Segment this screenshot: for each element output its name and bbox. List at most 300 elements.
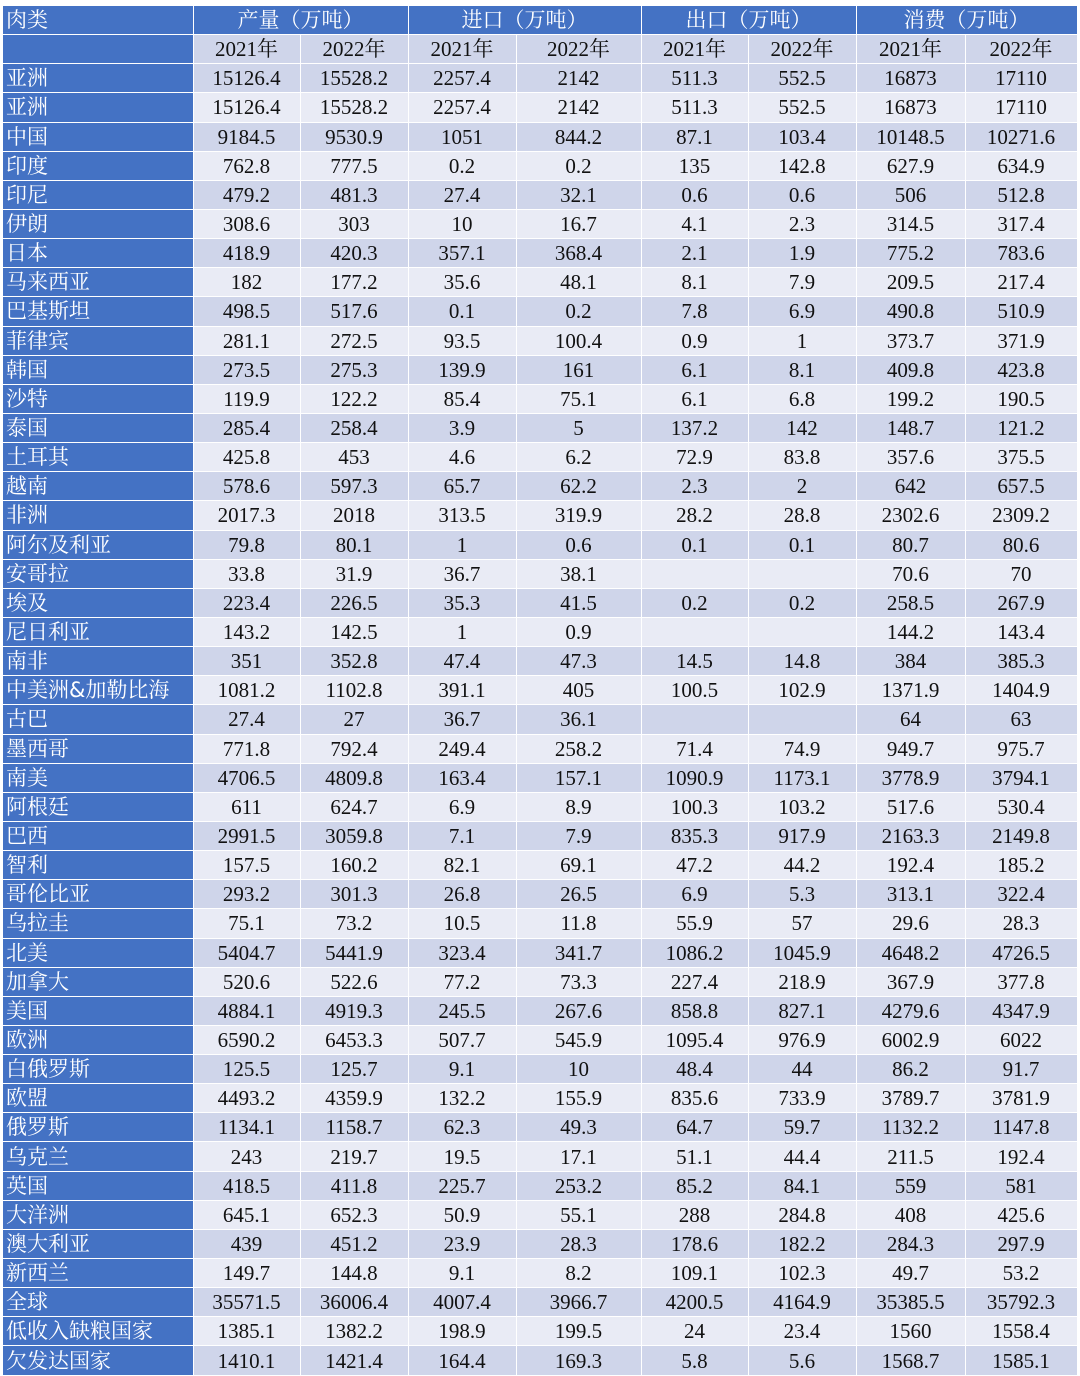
value-cell: 1132.2 [856,1113,965,1142]
value-cell: 267.6 [516,996,641,1025]
year-header: 2021年 [856,35,965,64]
value-cell: 31.9 [300,559,408,588]
row-label: 亚洲 [3,64,193,93]
table-row [3,1142,1077,1171]
value-cell: 119.9 [193,384,300,413]
value-cell: 624.7 [300,792,408,821]
value-cell: 481.3 [300,180,408,209]
row-label: 中国 [3,122,193,151]
value-cell: 0.2 [516,297,641,326]
value-cell: 32.1 [516,180,641,209]
value-cell: 517.6 [300,297,408,326]
value-cell: 199.5 [516,1317,641,1346]
value-cell: 7.8 [641,297,748,326]
value-cell: 5.8 [641,1346,748,1375]
value-cell: 733.9 [748,1084,856,1113]
value-cell: 8.9 [516,792,641,821]
value-cell: 288 [641,1200,748,1229]
value-cell: 15528.2 [300,93,408,122]
row-label: 欠发达国家 [3,1346,193,1375]
row-label: 低收入缺粮国家 [3,1317,193,1346]
row-label: 加拿大 [3,967,193,996]
value-cell: 11.8 [516,909,641,938]
value-cell: 2 [748,472,856,501]
value-cell: 91.7 [965,1055,1077,1084]
year-header: 2022年 [965,35,1077,64]
value-cell: 418.5 [193,1171,300,1200]
value-cell: 49.3 [516,1113,641,1142]
value-cell [748,705,856,734]
row-label: 北美 [3,938,193,967]
value-cell: 62.3 [408,1113,516,1142]
value-cell: 82.1 [408,851,516,880]
value-cell: 6.9 [641,880,748,909]
value-cell: 74.9 [748,734,856,763]
value-cell: 64 [856,705,965,734]
value-cell: 253.2 [516,1171,641,1200]
value-cell: 322.4 [965,880,1077,909]
value-cell: 100.3 [641,792,748,821]
value-cell: 835.3 [641,821,748,850]
value-cell: 27 [300,705,408,734]
value-cell: 182 [193,268,300,297]
value-cell: 4726.5 [965,938,1077,967]
value-cell: 6453.3 [300,1025,408,1054]
value-cell: 6002.9 [856,1025,965,1054]
value-cell: 155.9 [516,1084,641,1113]
value-cell: 652.3 [300,1200,408,1229]
value-cell: 303 [300,209,408,238]
table-row [3,209,1077,238]
value-cell: 771.8 [193,734,300,763]
row-label: 白俄罗斯 [3,1055,193,1084]
value-cell: 65.7 [408,472,516,501]
value-cell: 578.6 [193,472,300,501]
value-cell: 143.4 [965,617,1077,646]
value-cell: 1045.9 [748,938,856,967]
table-row [3,297,1077,326]
value-cell: 2257.4 [408,93,516,122]
row-label: 英国 [3,1171,193,1200]
value-cell: 77.2 [408,967,516,996]
value-cell: 425.6 [965,1200,1077,1229]
value-cell: 1558.4 [965,1317,1077,1346]
value-cell: 1371.9 [856,676,965,705]
value-cell: 33.8 [193,559,300,588]
value-cell: 3.9 [408,413,516,442]
value-cell: 425.8 [193,443,300,472]
value-cell: 27.4 [193,705,300,734]
value-cell: 7.9 [748,268,856,297]
value-cell: 35385.5 [856,1288,965,1317]
value-cell: 559 [856,1171,965,1200]
value-cell: 1147.8 [965,1113,1077,1142]
value-cell: 16.7 [516,209,641,238]
value-cell: 1086.2 [641,938,748,967]
value-cell: 0.2 [641,588,748,617]
table-row [3,617,1077,646]
table-row [3,1346,1077,1375]
value-cell: 530.4 [965,792,1077,821]
row-label: 越南 [3,472,193,501]
row-label: 泰国 [3,413,193,442]
value-cell: 506 [856,180,965,209]
value-cell: 352.8 [300,647,408,676]
value-cell: 3966.7 [516,1288,641,1317]
table-row [3,909,1077,938]
row-label: 俄罗斯 [3,1113,193,1142]
table-row [3,443,1077,472]
value-cell: 368.4 [516,239,641,268]
value-cell: 219.7 [300,1142,408,1171]
value-cell: 6.8 [748,384,856,413]
value-cell: 85.4 [408,384,516,413]
value-cell: 15528.2 [300,64,408,93]
value-cell: 142.8 [748,151,856,180]
value-cell: 657.5 [965,472,1077,501]
value-cell: 275.3 [300,355,408,384]
value-cell: 41.5 [516,588,641,617]
value-cell: 4359.9 [300,1084,408,1113]
value-cell: 267.9 [965,588,1077,617]
value-cell: 1585.1 [965,1346,1077,1375]
value-cell: 198.9 [408,1317,516,1346]
value-cell: 169.3 [516,1346,641,1375]
value-cell: 2149.8 [965,821,1077,850]
value-cell [641,559,748,588]
value-cell: 44 [748,1055,856,1084]
row-label: 马来西亚 [3,268,193,297]
value-cell: 367.9 [856,967,965,996]
value-cell: 1421.4 [300,1346,408,1375]
value-cell: 2017.3 [193,501,300,530]
value-cell: 4809.8 [300,763,408,792]
value-cell: 75.1 [516,384,641,413]
value-cell: 72.9 [641,443,748,472]
value-cell: 0.9 [516,617,641,646]
value-cell: 2257.4 [408,64,516,93]
value-cell: 1410.1 [193,1346,300,1375]
value-cell: 28.8 [748,501,856,530]
value-cell: 5.6 [748,1346,856,1375]
row-label: 乌克兰 [3,1142,193,1171]
table-row [3,93,1077,122]
value-cell: 1095.4 [641,1025,748,1054]
value-cell: 384 [856,647,965,676]
value-cell: 1173.1 [748,763,856,792]
year-header: 2021年 [193,35,300,64]
value-cell: 157.1 [516,763,641,792]
value-cell: 4.6 [408,443,516,472]
value-cell: 70.6 [856,559,965,588]
value-cell: 498.5 [193,297,300,326]
row-label: 亚洲 [3,93,193,122]
value-cell: 47.3 [516,647,641,676]
value-cell: 29.6 [856,909,965,938]
value-cell: 9184.5 [193,122,300,151]
value-cell: 762.8 [193,151,300,180]
value-cell: 479.2 [193,180,300,209]
value-cell: 581 [965,1171,1077,1200]
value-cell: 243 [193,1142,300,1171]
value-cell [641,705,748,734]
value-cell: 10.5 [408,909,516,938]
value-cell: 51.1 [641,1142,748,1171]
value-cell: 1134.1 [193,1113,300,1142]
value-cell: 6.2 [516,443,641,472]
value-cell: 2302.6 [856,501,965,530]
value-cell: 226.5 [300,588,408,617]
value-cell: 6.1 [641,355,748,384]
value-cell: 182.2 [748,1229,856,1258]
table-row [3,967,1077,996]
value-cell: 645.1 [193,1200,300,1229]
value-cell: 16873 [856,64,965,93]
value-cell: 2.3 [641,472,748,501]
value-cell: 93.5 [408,326,516,355]
value-cell: 0.2 [408,151,516,180]
value-cell: 69.1 [516,851,641,880]
value-cell: 192.4 [856,851,965,880]
value-cell: 1382.2 [300,1317,408,1346]
value-cell: 35571.5 [193,1288,300,1317]
value-cell: 36.7 [408,559,516,588]
value-cell: 293.2 [193,880,300,909]
value-cell: 319.9 [516,501,641,530]
value-cell: 5.3 [748,880,856,909]
value-cell: 10271.6 [965,122,1077,151]
value-cell: 17110 [965,93,1077,122]
value-cell: 4.1 [641,209,748,238]
value-cell: 5404.7 [193,938,300,967]
value-cell: 1404.9 [965,676,1077,705]
value-cell: 371.9 [965,326,1077,355]
value-cell: 35.6 [408,268,516,297]
value-cell: 281.1 [193,326,300,355]
value-cell: 100.5 [641,676,748,705]
row-label: 日本 [3,239,193,268]
value-cell: 2991.5 [193,821,300,850]
value-cell: 109.1 [641,1259,748,1288]
value-cell: 2163.3 [856,821,965,850]
value-cell: 160.2 [300,851,408,880]
value-cell: 23.4 [748,1317,856,1346]
table-row [3,355,1077,384]
value-cell: 49.7 [856,1259,965,1288]
value-cell: 47.4 [408,647,516,676]
meat-trade-table [3,6,1078,1376]
value-cell: 423.8 [965,355,1077,384]
value-cell: 976.9 [748,1025,856,1054]
value-cell: 211.5 [856,1142,965,1171]
value-cell: 4279.6 [856,996,965,1025]
value-cell: 285.4 [193,413,300,442]
value-cell: 0.6 [641,180,748,209]
row-label: 埃及 [3,588,193,617]
year-header: 2022年 [516,35,641,64]
value-cell: 272.5 [300,326,408,355]
value-cell: 80.6 [965,530,1077,559]
row-label: 南非 [3,647,193,676]
value-cell: 27.4 [408,180,516,209]
table-row [3,676,1077,705]
value-cell: 792.4 [300,734,408,763]
value-cell: 44.4 [748,1142,856,1171]
year-header: 2022年 [748,35,856,64]
table-row [3,1171,1077,1200]
group-consumption: 消费（万吨） [856,6,1077,35]
value-cell: 490.8 [856,297,965,326]
table-row [3,1229,1077,1258]
value-cell: 28.2 [641,501,748,530]
row-label: 美国 [3,996,193,1025]
value-cell: 611 [193,792,300,821]
table-row [3,996,1077,1025]
value-cell: 512.8 [965,180,1077,209]
value-cell: 284.3 [856,1229,965,1258]
value-cell: 3781.9 [965,1084,1077,1113]
value-cell: 125.7 [300,1055,408,1084]
value-cell: 1158.7 [300,1113,408,1142]
table-row [3,384,1077,413]
value-cell: 341.7 [516,938,641,967]
value-cell: 1 [408,530,516,559]
value-cell: 139.9 [408,355,516,384]
value-cell: 391.1 [408,676,516,705]
table-row [3,413,1077,442]
value-cell: 103.4 [748,122,856,151]
value-cell: 2018 [300,501,408,530]
row-label: 哥伦比亚 [3,880,193,909]
value-cell: 4919.3 [300,996,408,1025]
table-row [3,647,1077,676]
row-label: 古巴 [3,705,193,734]
value-cell: 80.1 [300,530,408,559]
value-cell [641,617,748,646]
row-label: 南美 [3,763,193,792]
value-cell: 26.5 [516,880,641,909]
table-row [3,705,1077,734]
value-cell: 313.5 [408,501,516,530]
value-cell: 102.9 [748,676,856,705]
value-cell: 2309.2 [965,501,1077,530]
value-cell: 517.6 [856,792,965,821]
value-cell: 9530.9 [300,122,408,151]
value-cell: 86.2 [856,1055,965,1084]
table-row [3,239,1077,268]
value-cell: 9.1 [408,1259,516,1288]
value-cell: 10 [516,1055,641,1084]
value-cell: 71.4 [641,734,748,763]
value-cell: 121.2 [965,413,1077,442]
value-cell: 420.3 [300,239,408,268]
row-label: 阿尔及利亚 [3,530,193,559]
value-cell: 377.8 [965,967,1077,996]
value-cell: 249.4 [408,734,516,763]
value-cell: 8.1 [748,355,856,384]
value-cell: 0.9 [641,326,748,355]
value-cell: 132.2 [408,1084,516,1113]
row-label: 全球 [3,1288,193,1317]
value-cell: 157.5 [193,851,300,880]
value-cell: 122.2 [300,384,408,413]
table-row [3,1025,1077,1054]
table-row [3,180,1077,209]
value-cell: 545.9 [516,1025,641,1054]
value-cell: 103.2 [748,792,856,821]
value-cell: 297.9 [965,1229,1077,1258]
value-cell: 2142 [516,64,641,93]
value-cell: 225.7 [408,1171,516,1200]
value-cell: 0.1 [408,297,516,326]
value-cell: 144.2 [856,617,965,646]
value-cell: 1102.8 [300,676,408,705]
value-cell: 148.7 [856,413,965,442]
value-cell: 552.5 [748,93,856,122]
value-cell: 4706.5 [193,763,300,792]
value-cell: 36006.4 [300,1288,408,1317]
value-cell: 70 [965,559,1077,588]
value-cell: 28.3 [516,1229,641,1258]
value-cell: 2.3 [748,209,856,238]
value-cell: 301.3 [300,880,408,909]
value-cell: 57 [748,909,856,938]
value-cell: 373.7 [856,326,965,355]
value-cell: 634.9 [965,151,1077,180]
value-cell: 6.1 [641,384,748,413]
value-cell: 14.5 [641,647,748,676]
value-cell: 775.2 [856,239,965,268]
value-cell: 35.3 [408,588,516,617]
value-cell: 26.8 [408,880,516,909]
table-row [3,122,1077,151]
value-cell: 163.4 [408,763,516,792]
value-cell: 7.1 [408,821,516,850]
row-label: 欧洲 [3,1025,193,1054]
row-label: 大洋洲 [3,1200,193,1229]
table-row [3,151,1077,180]
value-cell: 8.2 [516,1259,641,1288]
value-cell: 522.6 [300,967,408,996]
value-cell: 102.3 [748,1259,856,1288]
value-cell: 14.8 [748,647,856,676]
row-label: 安哥拉 [3,559,193,588]
value-cell: 227.4 [641,967,748,996]
value-cell: 245.5 [408,996,516,1025]
table-row [3,1259,1077,1288]
value-cell: 4347.9 [965,996,1077,1025]
value-cell: 75.1 [193,909,300,938]
value-cell: 317.4 [965,209,1077,238]
value-cell: 1051 [408,122,516,151]
value-cell: 411.8 [300,1171,408,1200]
value-cell: 308.6 [193,209,300,238]
header-row-groups [3,6,1077,35]
group-export: 出口（万吨） [641,6,856,35]
row-label: 非洲 [3,501,193,530]
row-label: 印度 [3,151,193,180]
row-label: 乌拉圭 [3,909,193,938]
value-cell: 351 [193,647,300,676]
value-cell: 451.2 [300,1229,408,1258]
value-cell: 827.1 [748,996,856,1025]
value-cell: 453 [300,443,408,472]
table-row [3,472,1077,501]
row-label: 欧盟 [3,1084,193,1113]
value-cell: 510.9 [965,297,1077,326]
value-cell: 0.1 [641,530,748,559]
value-cell: 1385.1 [193,1317,300,1346]
